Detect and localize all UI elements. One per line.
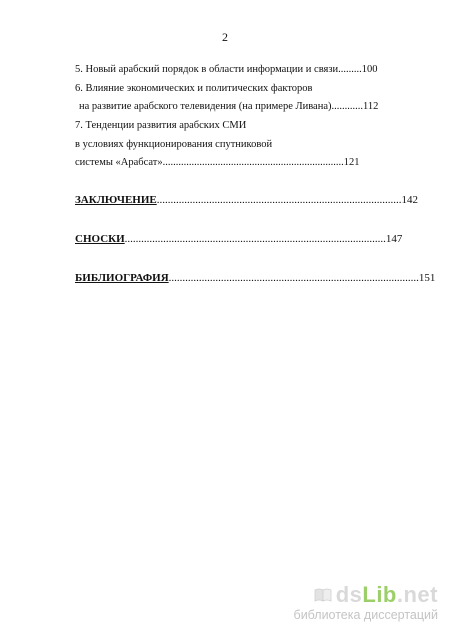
dslib-logo-lib: Lib xyxy=(362,582,397,607)
toc-conclusion-title: ЗАКЛЮЧЕНИЕ xyxy=(75,194,157,206)
dslib-logo-ds: ds xyxy=(335,582,363,607)
toc-entry-7-line-3: системы «Арабсат».....................................................................121 xyxy=(75,157,360,168)
toc-entry-5: 5. Новый арабский порядок в области информации и связи.........100 xyxy=(75,64,378,75)
toc-entry-6-line-1: 6. Влияние экономических и политических факторов xyxy=(75,83,313,94)
toc-entry-7-line-2: в условиях функционирования спутниковой xyxy=(75,139,273,150)
toc-conclusion-leader: .........................................................................................142 xyxy=(156,194,418,206)
dslib-tagline: библиотека диссертаций xyxy=(293,608,438,622)
page-number: 2 xyxy=(222,30,228,44)
book-icon xyxy=(313,587,333,603)
toc-entry-7-line-1: 7. Тенденции развития арабских СМИ xyxy=(75,120,247,131)
toc-notes-leader: ...............................................................................................147 xyxy=(124,233,403,245)
toc-entry-6-line-2: на развитие арабского телевидения (на примере Ливана)............112 xyxy=(79,101,379,112)
dslib-watermark xyxy=(258,583,438,622)
toc-bibliography-leader: ...........................................................................................151 xyxy=(168,272,436,284)
dslib-logo-net: .net xyxy=(396,582,438,607)
toc-notes xyxy=(75,233,402,246)
toc-notes-title: СНОСКИ xyxy=(75,233,125,245)
dslib-logo xyxy=(336,583,438,607)
toc-bibliography-title: БИБЛИОГРАФИЯ xyxy=(75,272,169,284)
toc-bibliography xyxy=(75,272,435,285)
toc-conclusion xyxy=(75,194,418,207)
